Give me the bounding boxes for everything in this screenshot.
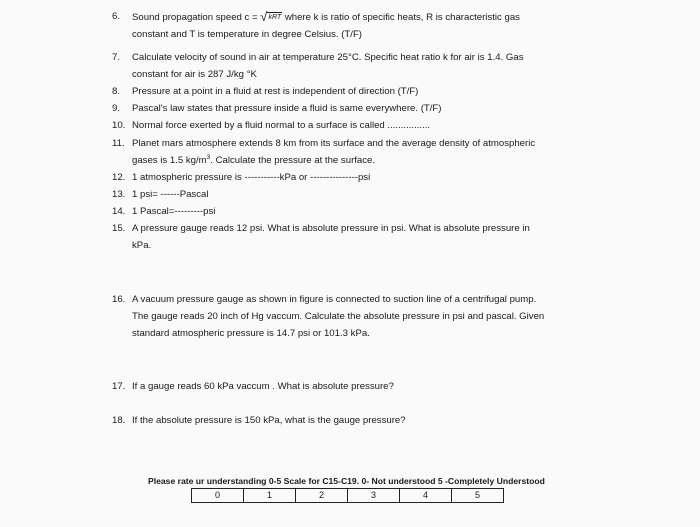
question-number: 13. [112,189,126,200]
question-7 [112,49,602,83]
question-number: 15. [112,223,126,234]
question-13 [112,186,602,203]
question-number: 17. [112,381,126,392]
question-9 [112,100,602,117]
question-18 [112,412,602,429]
question-text-line2: kPa. [132,240,152,251]
square-root-symbol: √ [260,9,268,24]
question-text: A pressure gauge reads 12 psi. What is absolute pressure in psi. What is absolute pressure in [132,223,530,234]
question-text-line2: constant for air is 287 J/kg °K [132,69,257,80]
question-text-line2: gases is 1.5 kg/m [132,155,207,166]
question-6 [112,8,602,43]
question-number: 16. [112,294,126,305]
question-number: 9. [112,103,121,114]
rating-option-4[interactable]: 4 [400,489,452,503]
question-text: Pressure at a point in a fluid at rest is independent of direction (T/F) [132,86,419,97]
question-10 [112,117,602,134]
question-14 [112,203,602,220]
question-number: 14. [112,206,126,217]
question-number: 11. [112,138,125,149]
question-11 [112,135,602,169]
question-number: 12. [112,172,126,183]
question-number: 7. [112,52,121,63]
rating-option-0[interactable]: 0 [192,489,244,503]
question-text: 1 psi= ------Pascal [132,189,209,200]
question-number: 8. [112,86,121,97]
question-text: If the absolute pressure is 150 kPa, what is the gauge pressure? [132,415,406,426]
question-number: 10. [112,120,126,131]
superscript: 3 [206,154,211,161]
rating-option-2[interactable]: 2 [296,489,348,503]
rating-option-5[interactable]: 5 [452,489,504,503]
question-12 [112,169,602,186]
rating-option-1[interactable]: 1 [244,489,296,503]
question-17 [112,378,602,395]
rating-option-3[interactable]: 3 [348,489,400,503]
question-text-line2: The gauge reads 20 inch of Hg vaccum. Calculate the absolute pressure in psi and pascal. Given [132,311,545,322]
question-text: Calculate velocity of sound in air at temperature 25°C. Specific heat ratio k for air is 1.4. Gas [132,52,524,63]
question-text: Pascal's law states that pressure inside a fluid is same everywhere. (T/F) [132,103,442,114]
rating-scale [191,488,504,503]
question-text: Sound propagation speed c = [132,12,258,23]
question-15 [112,220,602,254]
question-number: 6. [112,11,121,22]
question-text-line3: standard atmospheric pressure is 14.7 psi or 101.3 kPa. [132,328,370,339]
question-text: Normal force exerted by a fluid normal to a surface is called ................ [132,120,431,131]
question-text-line2: constant and T is temperature in degree Celsius. (T/F) [132,29,363,40]
question-text: Planet mars atmosphere extends 8 km from its surface and the average density of atmospheric [132,138,536,149]
question-text-cont: where k is ratio of specific heats, R is characteristic gas [284,12,520,23]
radicand: kRT [268,14,282,21]
question-number: 18. [112,415,126,426]
question-text: 1 atmospheric pressure is -----------kPa or ---------------psi [132,172,371,183]
question-text: If a gauge reads 60 kPa vaccum . What is absolute pressure? [132,381,394,392]
question-16 [112,291,602,342]
question-text: A vacuum pressure gauge as shown in figure is connected to suction line of a centrifugal pump. [132,294,537,305]
question-text: 1 Pascal=---------psi [132,206,216,217]
question-8 [112,83,602,100]
rating-prompt: Please rate ur understanding 0-5 Scale for C15-C19. 0- Not understood 5 -Completely Understood [148,476,545,486]
question-text-line2-cont: . Calculate the pressure at the surface. [210,155,376,166]
